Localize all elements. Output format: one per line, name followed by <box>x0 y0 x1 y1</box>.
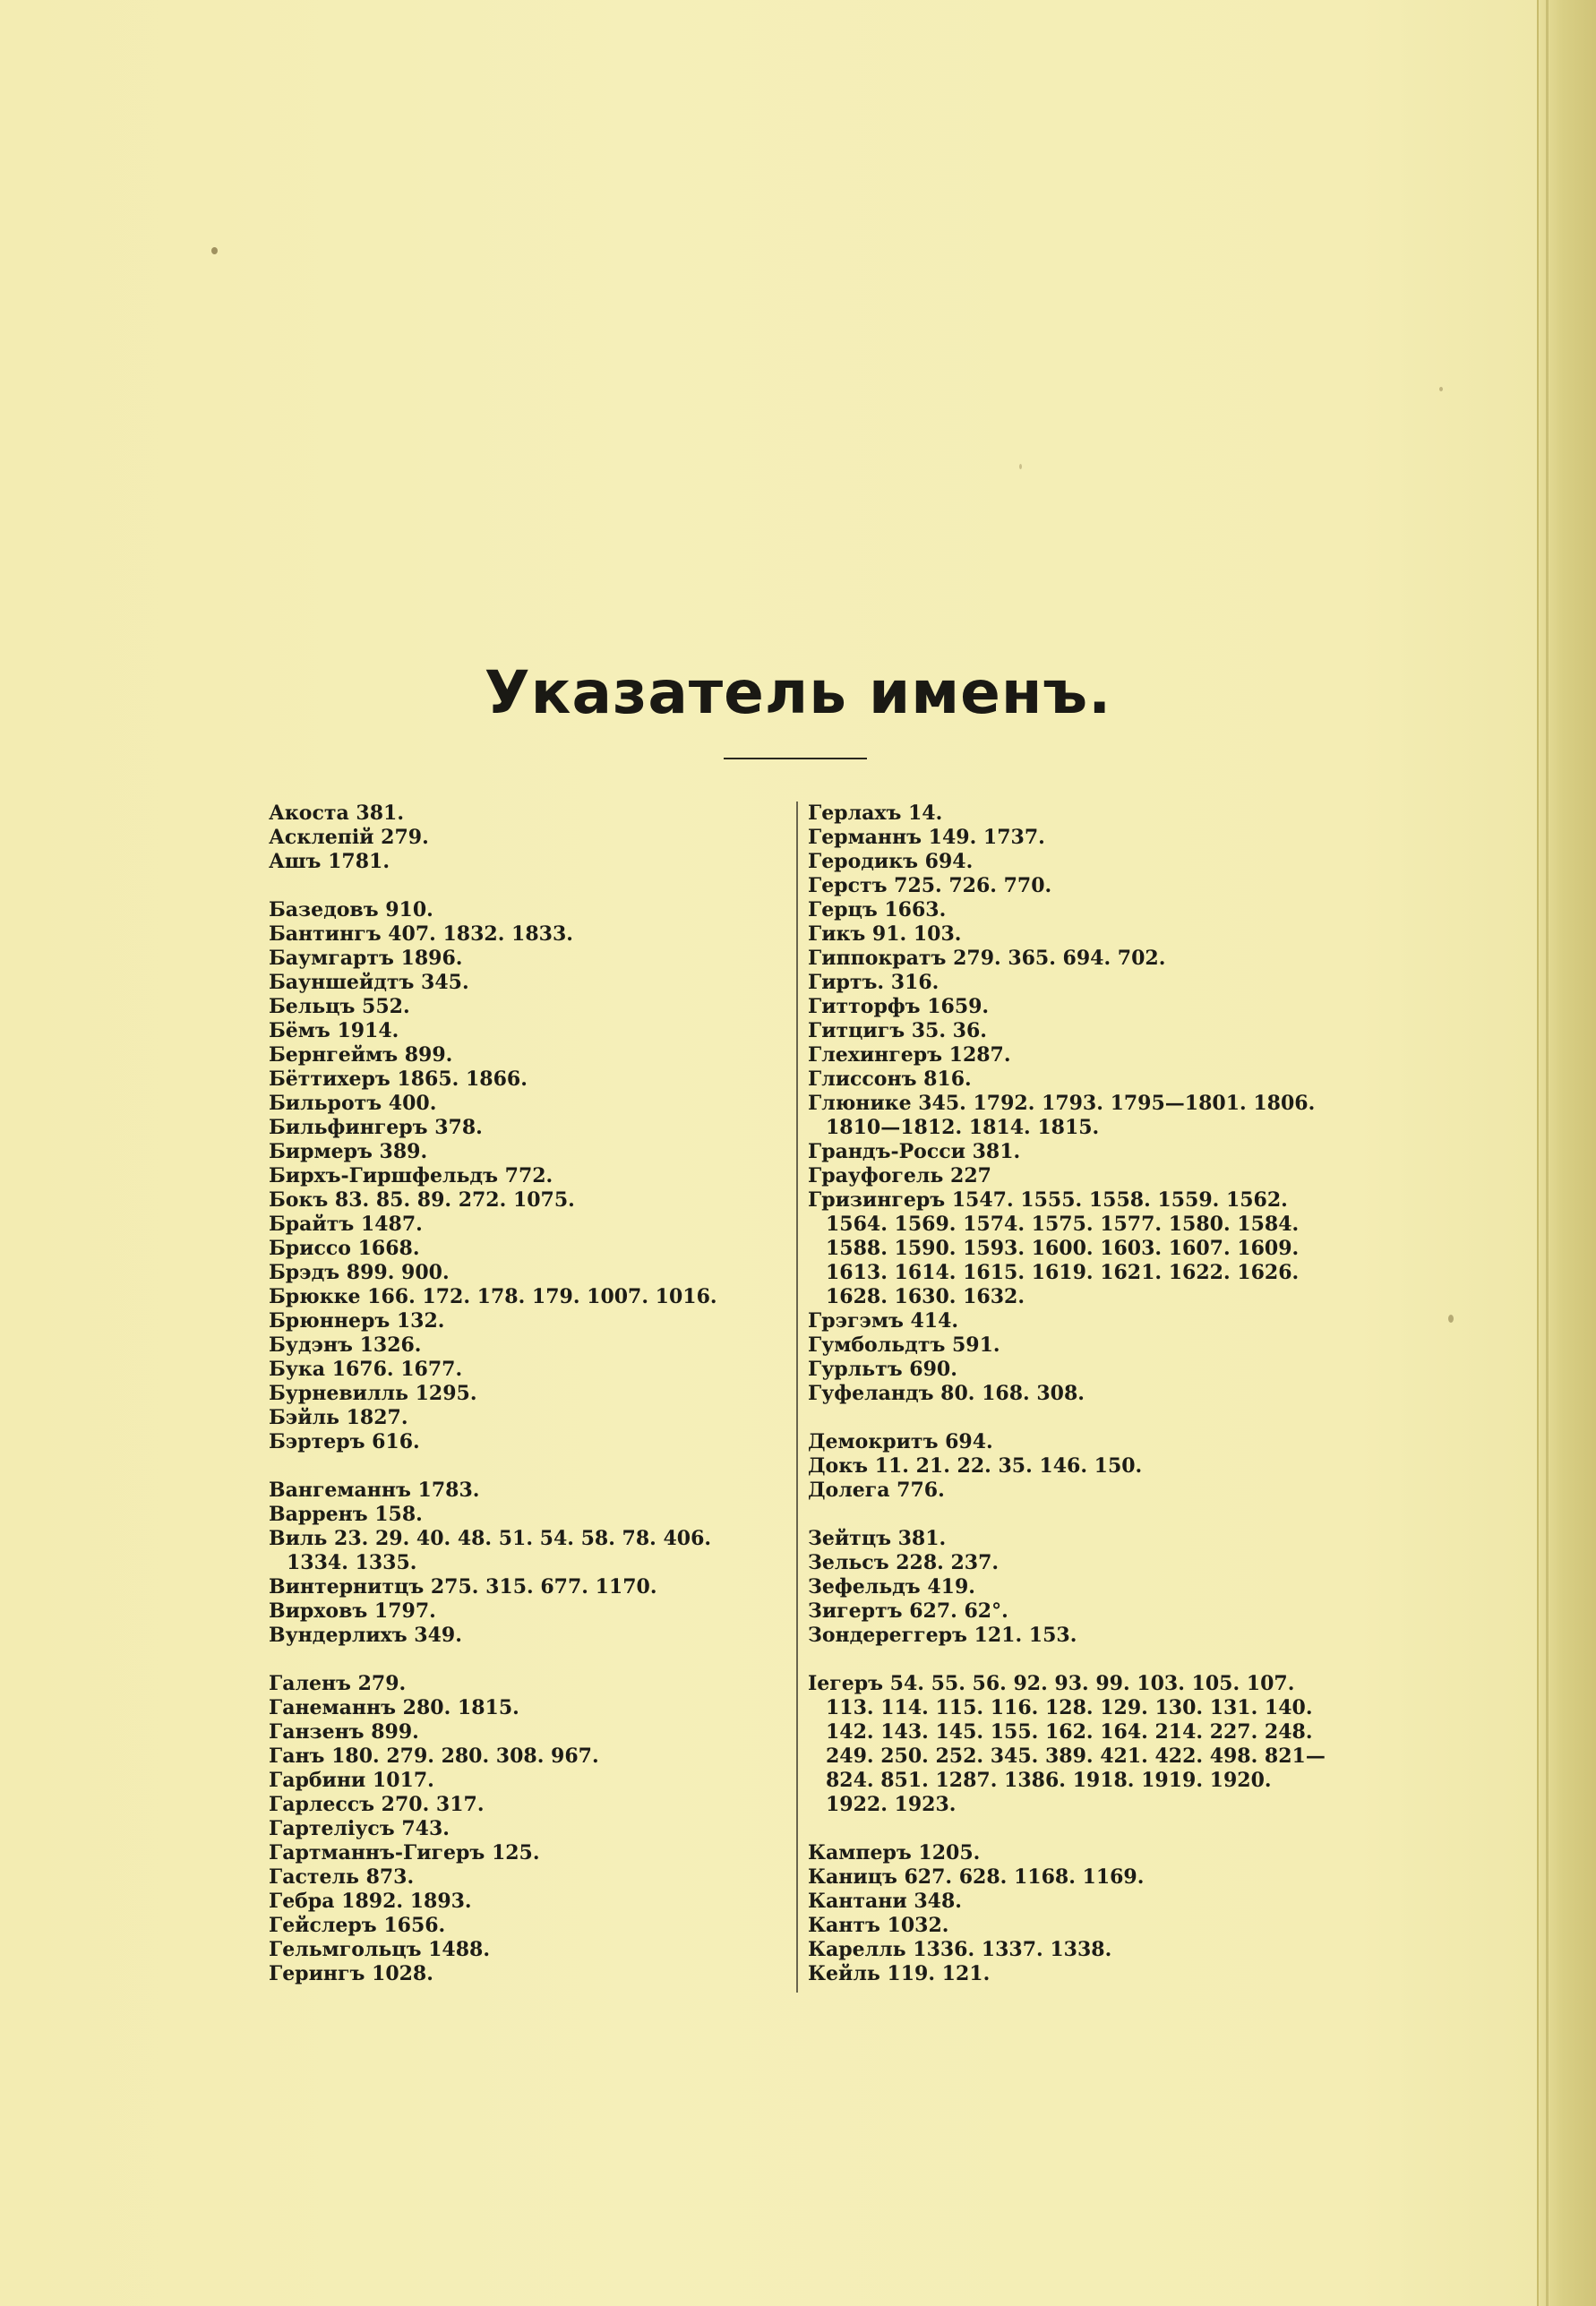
index-entry: Грандъ-Росси 381. <box>808 1140 1021 1163</box>
index-entry: Бирмеръ 389. <box>269 1140 428 1163</box>
index-entry: Глюнике 345. 1792. 1793. 1795—1801. 1806. 1810—1812. 1814. 1815. <box>808 1092 1316 1139</box>
index-group <box>808 1841 1332 1986</box>
index-entry: Брюннеръ 132. <box>269 1309 445 1333</box>
index-entry: Бельцъ 552. <box>269 995 410 1018</box>
index-entry: Герстъ 725. 726. 770. <box>808 874 1052 897</box>
index-entry: Камперъ 1205. <box>808 1841 981 1865</box>
index-entry: Гитцигъ 35. 36. <box>808 1019 987 1042</box>
index-entry: Бильфингеръ 378. <box>269 1116 483 1139</box>
index-entry: Гурльтъ 690. <box>808 1358 957 1381</box>
index-entry: Винтернитцъ 275. 315. 677. 1170. <box>269 1575 657 1599</box>
index-entry: Бэртеръ 616. <box>269 1430 420 1453</box>
index-group <box>269 898 770 1454</box>
index-entry: Гризингеръ 1547. 1555. 1558. 1559. 1562. 1564. 1569. 1574. 1575. 1577. 1580. 1584. 1588. 1590. 1593. 1600. 1603. 1607. 1609. 1613. 1614. 1615. 1619. 1621. 1622. 1626. 1628. 1630. 1632. <box>808 1188 1300 1308</box>
index-entry: Гебра 1892. 1893. <box>269 1890 472 1913</box>
index-entry: Бурневилль 1295. <box>269 1382 477 1405</box>
index-group <box>269 1672 770 1986</box>
index-entry: Вундерлихъ 349. <box>269 1624 462 1647</box>
index-entry: Бёттихеръ 1865. 1866. <box>269 1067 528 1091</box>
paper-spot <box>1448 1315 1454 1323</box>
index-entry: Бёмъ 1914. <box>269 1019 399 1042</box>
index-group <box>269 1479 770 1648</box>
index-entry: Галенъ 279. <box>269 1672 407 1695</box>
index-entry: Бука 1676. 1677. <box>269 1358 463 1381</box>
index-group <box>808 1672 1332 1817</box>
index-entry: Брайтъ 1487. <box>269 1213 423 1236</box>
index-entry: Германнъ 149. 1737. <box>808 826 1045 849</box>
index-entry: Ганзенъ 899. <box>269 1720 419 1744</box>
index-entry: Бриссо 1668. <box>269 1237 420 1260</box>
index-entry: Бильротъ 400. <box>269 1092 437 1115</box>
title-rule <box>724 758 867 759</box>
index-entry: Глехингеръ 1287. <box>808 1043 1011 1067</box>
index-entry: Глиссонъ 816. <box>808 1067 972 1091</box>
index-entry: Долега 776. <box>808 1479 945 1502</box>
index-entry: Зигертъ 627. 62°. <box>808 1599 1008 1623</box>
index-column-left <box>269 802 770 2010</box>
index-entry: Iегеръ 54. 55. 56. 92. 93. 99. 103. 105. 107. 113. 114. 115. 116. 128. 129. 130. 131. 140. 142. 143. 145. 155. 162. 164. 214. 227. 248. 249. 250. 252. 345. 389. 421. 422. 498. 821—824. 851. 1287. 1386. 1918. 1919. 1920. 1922. 1923. <box>808 1672 1326 1816</box>
index-entry: Грэгэмъ 414. <box>808 1309 959 1333</box>
index-entry: Бауншейдтъ 345. <box>269 971 469 994</box>
index-group <box>808 1527 1332 1648</box>
paper-spot <box>1019 464 1022 469</box>
index-entry: Гиппократъ 279. 365. 694. 702. <box>808 947 1166 970</box>
index-group <box>269 802 770 874</box>
index-entry: Гитторфъ 1659. <box>808 995 990 1018</box>
index-entry: Герингъ 1028. <box>269 1962 433 1985</box>
index-entry: Геродикъ 694. <box>808 850 974 873</box>
column-divider <box>796 802 798 1993</box>
index-entry: Гумбольдтъ 591. <box>808 1333 1000 1357</box>
paper-spot <box>211 247 218 254</box>
index-entry: Асклепій 279. <box>269 826 429 849</box>
index-entry: Зондереггеръ 121. 153. <box>808 1624 1077 1647</box>
index-entry: Кантъ 1032. <box>808 1914 949 1937</box>
index-entry: Ганеманнъ 280. 1815. <box>269 1696 519 1719</box>
page-edge-line <box>1546 0 1549 2306</box>
index-entry: Брюкке 166. 172. 178. 179. 1007. 1016. <box>269 1285 717 1308</box>
index-entry: Гарлессъ 270. 317. <box>269 1793 485 1816</box>
index-entry: Кантани 348. <box>808 1890 962 1913</box>
index-entry: Бэйль 1827. <box>269 1406 408 1429</box>
index-entry: Гартелiусъ 743. <box>269 1817 450 1840</box>
index-entry: Гиртъ. 316. <box>808 971 940 994</box>
index-entry: Виль 23. 29. 40. 48. 51. 54. 58. 78. 406. 1334. 1335. <box>269 1527 712 1574</box>
index-entry: Гуфеландъ 80. 168. 308. <box>808 1382 1085 1405</box>
index-column-right <box>802 802 1332 2010</box>
index-entry: Бантингъ 407. 1832. 1833. <box>269 922 573 946</box>
index-entry: Грауфогель 227 <box>808 1164 991 1187</box>
index-entry: Бирхъ-Гиршфельдъ 772. <box>269 1164 553 1187</box>
index-entry: Карелль 1336. 1337. 1338. <box>808 1938 1112 1961</box>
index-entry: Будэнъ 1326. <box>269 1333 422 1357</box>
index-entry: Гельмгольцъ 1488. <box>269 1938 491 1961</box>
index-entry: Кейль 119. 121. <box>808 1962 991 1985</box>
index-entry: Докъ 11. 21. 22. 35. 146. 150. <box>808 1454 1143 1478</box>
index-entry: Зейтцъ 381. <box>808 1527 947 1550</box>
index-entry: Брэдъ 899. 900. <box>269 1261 450 1284</box>
index-entry: Акоста 381. <box>269 802 405 825</box>
index-entry: Гейслеръ 1656. <box>269 1914 446 1937</box>
index-entry: Герлахъ 14. <box>808 802 943 825</box>
index-entry: Бернгеймъ 899. <box>269 1043 453 1067</box>
index-entry: Бокъ 83. 85. 89. 272. 1075. <box>269 1188 575 1212</box>
index-entry: Демокритъ 694. <box>808 1430 993 1453</box>
index-entry: Гикъ 91. 103. <box>808 922 962 946</box>
index-entry: Ганъ 180. 279. 280. 308. 967. <box>269 1745 599 1768</box>
index-entry: Герцъ 1663. <box>808 898 947 922</box>
index-entry: Вангеманнъ 1783. <box>269 1479 480 1502</box>
index-entry: Зефельдъ 419. <box>808 1575 975 1599</box>
index-entry: Зельсъ 228. 237. <box>808 1551 1000 1574</box>
index-entry: Вирховъ 1797. <box>269 1599 436 1623</box>
index-entry: Варренъ 158. <box>269 1503 423 1526</box>
index-entry: Гартманнъ-Гигеръ 125. <box>269 1841 540 1865</box>
paper-spot <box>1439 387 1443 391</box>
index-entry: Ашъ 1781. <box>269 850 390 873</box>
index-entry: Гастель 873. <box>269 1865 415 1889</box>
index-entry: Гарбини 1017. <box>269 1769 434 1792</box>
index-group <box>808 1430 1332 1503</box>
index-entry: Базедовъ 910. <box>269 898 433 922</box>
index-entry: Баумгартъ 1896. <box>269 947 463 970</box>
index-group <box>808 802 1332 1406</box>
index-entry: Каницъ 627. 628. 1168. 1169. <box>808 1865 1145 1889</box>
page-title: Указатель именъ. <box>484 658 1112 727</box>
